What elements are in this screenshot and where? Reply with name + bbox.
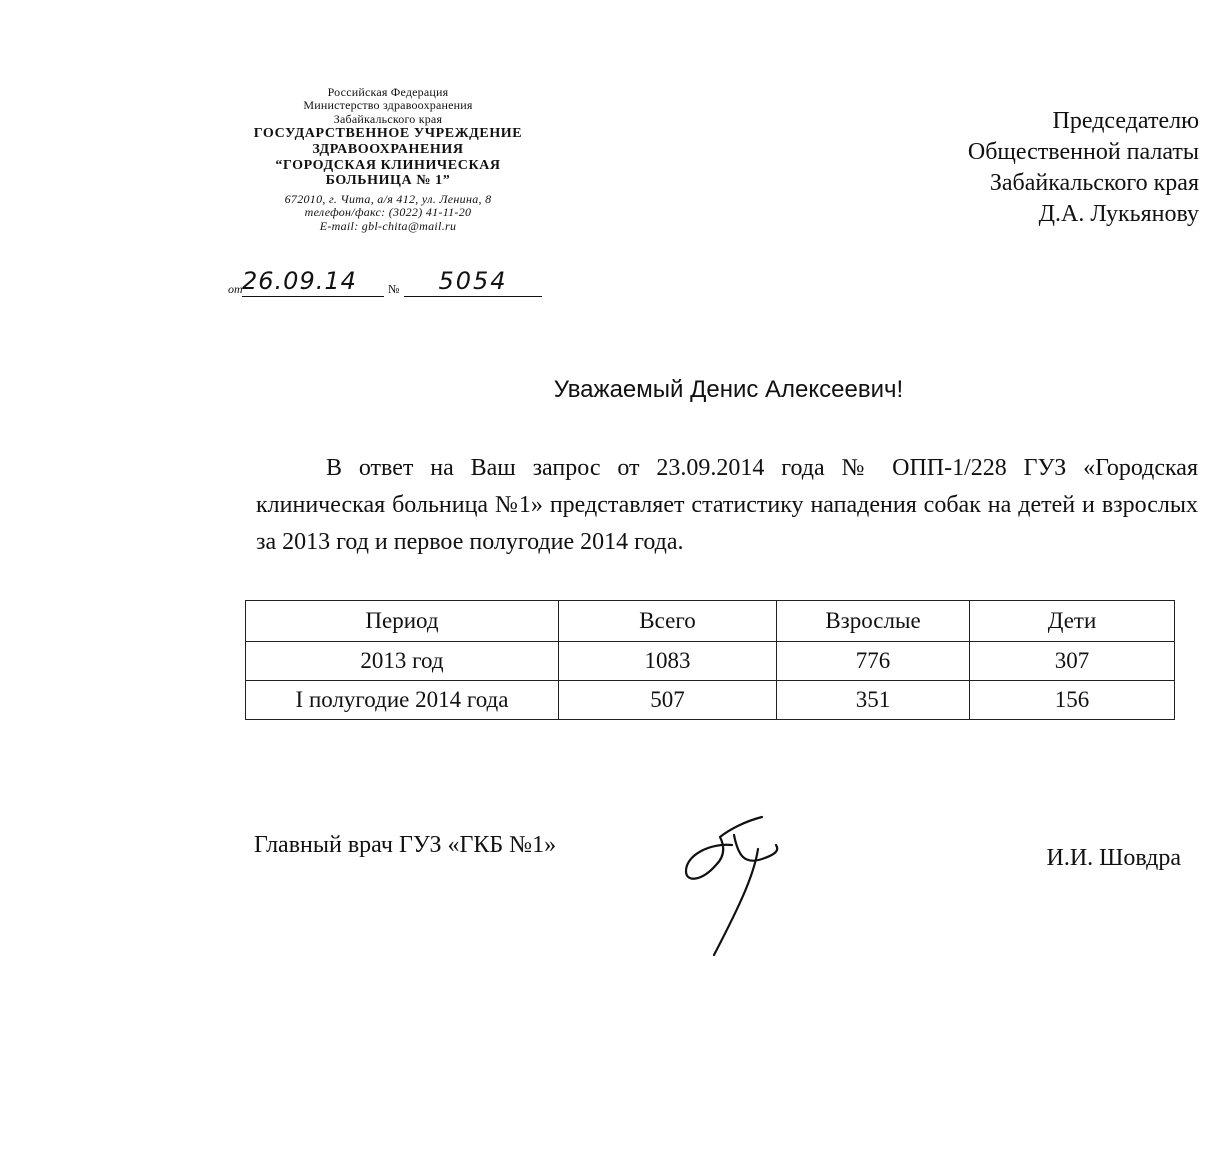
recipient-line4: Д.А. Лукьянову	[1038, 201, 1199, 227]
signer-name: И.И. Шовдра	[1046, 845, 1181, 871]
recipient-line2: Общественной палаты	[967, 139, 1199, 165]
cell-adults: 351	[777, 681, 970, 720]
header-total: Всего	[559, 601, 777, 642]
cell-period: I полугодие 2014 года	[246, 681, 559, 720]
salutation: Уважаемый Денис Алексеевич!	[553, 376, 904, 403]
header-period: Период	[246, 601, 559, 642]
recipient-line3: Забайкальского края	[989, 170, 1199, 196]
letterhead-ministry: Министерство здравоохранения	[303, 98, 473, 113]
letterhead-org-line1: ГОСУДАРСТВЕННОЕ УЧРЕЖДЕНИЕ	[253, 126, 523, 142]
registration-line	[228, 266, 548, 300]
registration-date-label: от	[228, 282, 243, 296]
registration-number-label: №	[388, 282, 400, 296]
recipient-block	[879, 106, 1199, 230]
letterhead-region: Забайкальского края	[333, 111, 443, 126]
signer-title: Главный врач ГУЗ «ГКБ №1»	[254, 832, 557, 858]
cell-period: 2013 год	[246, 642, 559, 681]
letterhead-org-line2: ЗДРАВООХРАНЕНИЯ	[312, 141, 464, 157]
recipient-line1: Председателю	[1052, 108, 1199, 134]
body-paragraph: В ответ на Ваш запрос от 23.09.2014 года № ОПП-1/228 ГУЗ «Городская клиническая больница №1» представляет статистику нападения собак на детей и взрослых за 2013 год и первое полугодие 2014 года.	[256, 455, 1198, 555]
header-adults: Взрослые	[777, 601, 970, 642]
table-row	[246, 642, 1175, 681]
letterhead	[218, 86, 558, 233]
registration-number: 5054	[404, 266, 542, 297]
handwritten-signature	[680, 815, 790, 960]
letterhead-address: 672010, г. Чита, а/я 412, ул. Ленина, 8	[284, 192, 492, 206]
letterhead-org-line4: БОЛЬНИЦА № 1”	[325, 173, 451, 189]
letterhead-org-line3: “ГОРОДСКАЯ КЛИНИЧЕСКАЯ	[275, 157, 501, 173]
cell-children: 156	[970, 681, 1175, 720]
letterhead-phone: телефон/факс: (3022) 41-11-20	[304, 205, 472, 220]
table-row	[246, 681, 1175, 720]
table-header-row	[246, 601, 1175, 642]
letterhead-email: E-mail: gbl-chita@mail.ru	[319, 218, 457, 233]
statistics-table	[245, 600, 1175, 720]
header-children: Дети	[970, 601, 1175, 642]
cell-adults: 776	[777, 642, 970, 681]
cell-total: 507	[559, 681, 777, 720]
cell-children: 307	[970, 642, 1175, 681]
registration-date: 26.09.14	[242, 266, 384, 297]
letterhead-country: Российская Федерация	[327, 85, 449, 99]
cell-total: 1083	[559, 642, 777, 681]
